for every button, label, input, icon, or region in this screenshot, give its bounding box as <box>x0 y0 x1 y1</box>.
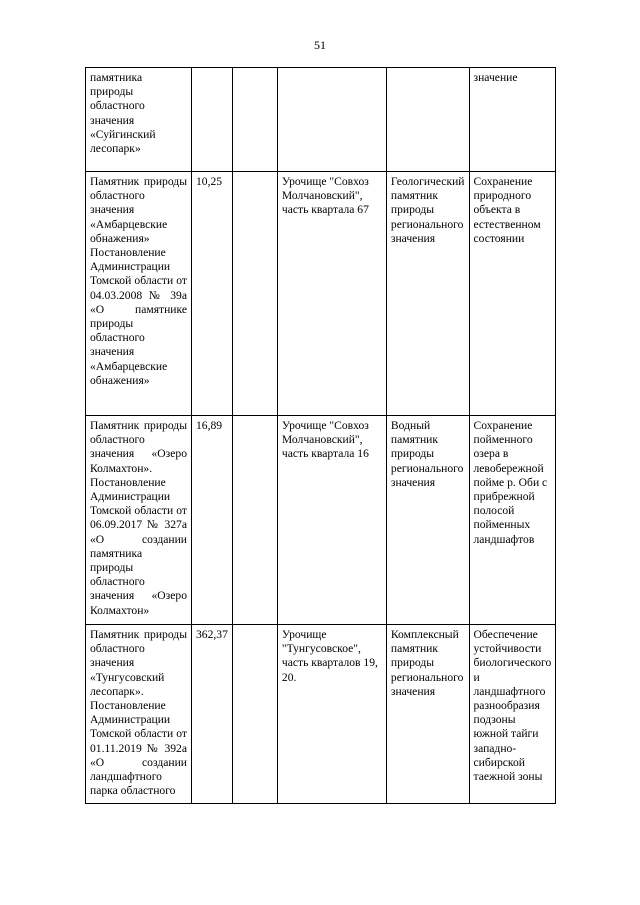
location-cell: Урочище "Совхоз Молчановский", часть квартала 67 <box>277 172 386 416</box>
area-cell: 362,37 <box>192 625 233 804</box>
protected-areas-table <box>85 67 556 804</box>
table-row <box>86 416 556 625</box>
purpose-cell: Сохранение пойменного озера в левобережной пойме р. Оби с прибрежной полосой пойменных ландшафтов <box>469 416 556 625</box>
object-name-cell: Памятник природы областного значения «Озеро Колмахтон». Постановление Администрации Томской области от 06.09.2017 № 327а «О создании памятника природы областного значения «Озеро Колмахтон» <box>86 416 192 625</box>
empty-cell <box>232 625 277 804</box>
category-cell: Геологический памятник природы регионального значения <box>386 172 469 416</box>
empty-cell <box>232 172 277 416</box>
location-cell <box>277 68 386 172</box>
page-number: 51 <box>314 38 326 52</box>
table-row <box>86 68 556 172</box>
area-cell: 10,25 <box>192 172 233 416</box>
location-cell: Урочище "Тунгусовское", часть кварталов 19, 20. <box>277 625 386 804</box>
table-row <box>86 625 556 804</box>
purpose-cell: значение <box>469 68 556 172</box>
category-cell: Комплексный памятник природы регионального значения <box>386 625 469 804</box>
purpose-cell: Обеспечение устойчивости биологического и ландшафтного разнообразия подзоны южной тайги западно-сибирской таежной зоны <box>469 625 556 804</box>
empty-cell <box>232 416 277 625</box>
empty-cell <box>232 68 277 172</box>
location-cell: Урочище "Совхоз Молчановский", часть квартала 16 <box>277 416 386 625</box>
category-cell: Водный памятник природы регионального значения <box>386 416 469 625</box>
category-cell <box>386 68 469 172</box>
area-cell <box>192 68 233 172</box>
table-row <box>86 172 556 416</box>
purpose-cell: Сохранение природного объекта в естественном состоянии <box>469 172 556 416</box>
object-name-cell: памятника природы областного значения «Суйгинский лесопарк» <box>86 68 192 172</box>
object-name-cell: Памятник природы областного значения «Тунгусовский лесопарк». Постановление Администрации Томской области от 01.11.2019 № 392а «О создании ландшафтного парка областного <box>86 625 192 804</box>
object-name-cell: Памятник природы областного значения «Амбарцевские обнажения» Постановление Администрации Томской области от 04.03.2008 № 39а «О памятнике природы областного значения «Амбарцевские обнажения» <box>86 172 192 416</box>
area-cell: 16,89 <box>192 416 233 625</box>
